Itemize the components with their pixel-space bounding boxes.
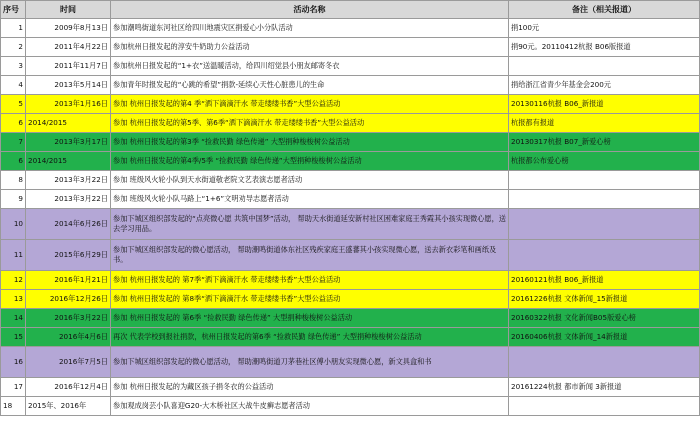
row-no: 8 [1, 171, 26, 190]
row-time: 2014/2015 [26, 114, 111, 133]
row-no: 12 [1, 271, 26, 290]
row-time: 2009年8月13日 [26, 19, 111, 38]
row-note [509, 171, 700, 190]
row-no: 5 [1, 95, 26, 114]
row-time: 2014年6月26日 [26, 209, 111, 240]
row-no: 10 [1, 209, 26, 240]
row-no: 3 [1, 57, 26, 76]
row-note: 捐90元。20110412杭报 B06版报道 [509, 38, 700, 57]
row-time: 2013年3月22日 [26, 190, 111, 209]
row-time: 2016年3月22日 [26, 309, 111, 328]
row-activity: 参加杭州日报发起的“1+衣”送温暖活动，给四川绍觉县小朋友邮寄冬衣 [111, 57, 509, 76]
row-note: 杭报都有报道 [509, 114, 700, 133]
header-note: 备注（相关报道） [509, 1, 700, 19]
table-row [1, 95, 700, 114]
row-activity: 参加下城区组织部发起的微心愿活动， 帮助潮鸣街道刀茅巷社区傅小朋友实现微心愿，新文具盒和书 [111, 347, 509, 378]
row-activity: 参加 杭州日报发起的第5季、第6季“洒下滴滴汗水 带走缕缕书香”大型公益活动 [111, 114, 509, 133]
row-time: 2014/2015 [26, 152, 111, 171]
row-note: 20160322杭报 文化新闻B05版爱心榜 [509, 309, 700, 328]
row-time: 2013年1月16日 [26, 95, 111, 114]
row-no: 4 [1, 76, 26, 95]
table-row [1, 290, 700, 309]
row-note [509, 57, 700, 76]
row-activity: 参加观成岗芸小队喜迎G20-大木桥社区大战牛皮癣志愿者活动 [111, 397, 509, 416]
row-activity: 参加 杭州日报发起的 第6季 “捡救民勤 绿色传递” 大型捐种梭梭树公益活动 [111, 309, 509, 328]
table-row [1, 240, 700, 271]
row-no: 6 [1, 152, 26, 171]
row-time: 2016年1月21日 [26, 271, 111, 290]
table-row [1, 76, 700, 95]
row-no: 2 [1, 38, 26, 57]
table-row [1, 378, 700, 397]
row-note [509, 190, 700, 209]
row-no: 13 [1, 290, 26, 309]
table-row [1, 190, 700, 209]
row-note: 20161226杭报 文体新闻_15新报道 [509, 290, 700, 309]
row-note: 20160121杭报 B06_新报道 [509, 271, 700, 290]
table-row [1, 57, 700, 76]
row-activity: 参加杭州日报发起的淳安牛奶助力公益活动 [111, 38, 509, 57]
table-row [1, 171, 700, 190]
row-note: 捐给浙江省青少年基金会200元 [509, 76, 700, 95]
row-activity: 参加 杭州日报发起的第4季/5季 “捡救民勤 绿色传递”大型捐种梭梭树公益活动 [111, 152, 509, 171]
row-time: 2011年11月7日 [26, 57, 111, 76]
row-no: 9 [1, 190, 26, 209]
row-time: 2013年3月22日 [26, 171, 111, 190]
table-row [1, 397, 700, 416]
row-activity: 参加 班级风火轮小队到天水街道敬老院文艺表演志愿者活动 [111, 171, 509, 190]
row-note: 捐100元 [509, 19, 700, 38]
table-header-row [1, 1, 700, 19]
row-no: 1 [1, 19, 26, 38]
table-row [1, 19, 700, 38]
row-activity: 再次 代表学校到报社捐款，杭州日报发起的第6季 “捡救民勤 绿色传递” 大型捐种梭梭树公益活动 [111, 328, 509, 347]
row-no: 14 [1, 309, 26, 328]
row-time: 2016年12月4日 [26, 378, 111, 397]
row-activity: 参加下城区组织部发起的微心愿活动， 帮助潮鸣街道体东社区残疾家庭王盛蕃其小孩实现微心愿，送去新衣彩笔和画纸及书。 [111, 240, 509, 271]
row-time: 2013年5月14日 [26, 76, 111, 95]
row-no: 15 [1, 328, 26, 347]
row-note [509, 209, 700, 240]
table-row [1, 328, 700, 347]
row-activity: 参加下城区组织部发起的“点亮微心愿 共筑中国梦”活动， 帮助天水街道延安新村社区困难家庭王秀霞其小孩实现微心愿，送去学习用品。 [111, 209, 509, 240]
row-no: 11 [1, 240, 26, 271]
table-row [1, 114, 700, 133]
row-time: 2015年、2016年 [26, 397, 111, 416]
row-time: 2015年6月29日 [26, 240, 111, 271]
row-activity: 参加青年时报发起的“心跳的希望”捐款-延续心天性心脏患儿的生命 [111, 76, 509, 95]
row-activity: 参加 杭州日报发起的第4 季“洒下滴滴汗水 带走缕缕书香”大型公益活动 [111, 95, 509, 114]
table-row [1, 152, 700, 171]
row-activity: 参加潮鸣街道东河社区给四川地震灾区捐爱心小分队活动 [111, 19, 509, 38]
row-note [509, 397, 700, 416]
row-activity: 参加 杭州日报发起的为藏区孩子捐冬衣的公益活动 [111, 378, 509, 397]
header-time: 时间 [26, 1, 111, 19]
row-activity: 参加 杭州日报发起的 第7季“洒下滴滴汗水 带走缕缕书香”大型公益活动 [111, 271, 509, 290]
row-note: 20130317杭报 B07_新爱心榜 [509, 133, 700, 152]
table-row [1, 209, 700, 240]
row-note [509, 240, 700, 271]
row-note: 20160406杭报 文体新闻_14新报道 [509, 328, 700, 347]
row-no: 17 [1, 378, 26, 397]
row-time: 2016年12月26日 [26, 290, 111, 309]
row-time: 2016年7月5日 [26, 347, 111, 378]
row-no: 16 [1, 347, 26, 378]
table-row [1, 38, 700, 57]
row-activity: 参加 班级风火轮小队马路上“1+6”文明劝导志愿者活动 [111, 190, 509, 209]
row-no: 18 [1, 397, 26, 416]
table-row [1, 347, 700, 378]
row-no: 7 [1, 133, 26, 152]
row-no: 6 [1, 114, 26, 133]
header-name: 活动名称 [111, 1, 509, 19]
row-note [509, 347, 700, 378]
table-row [1, 271, 700, 290]
row-time: 2016年4月6日 [26, 328, 111, 347]
table-row [1, 309, 700, 328]
row-time: 2013年3月17日 [26, 133, 111, 152]
row-note: 20161224杭报 都市新闻 3新报道 [509, 378, 700, 397]
row-note: 20130116杭报 B06_新报道 [509, 95, 700, 114]
row-activity: 参加 杭州日报发起的 第8季“洒下滴滴汗水 带走缕缕书香”大型公益活动 [111, 290, 509, 309]
row-activity: 参加 杭州日报发起的第3季 “捡救民勤 绿色传递” 大型捐种梭梭树公益活动 [111, 133, 509, 152]
header-no: 序号 [1, 1, 26, 19]
row-note: 杭报都公布爱心榜 [509, 152, 700, 171]
table-row [1, 133, 700, 152]
row-time: 2011年4月22日 [26, 38, 111, 57]
